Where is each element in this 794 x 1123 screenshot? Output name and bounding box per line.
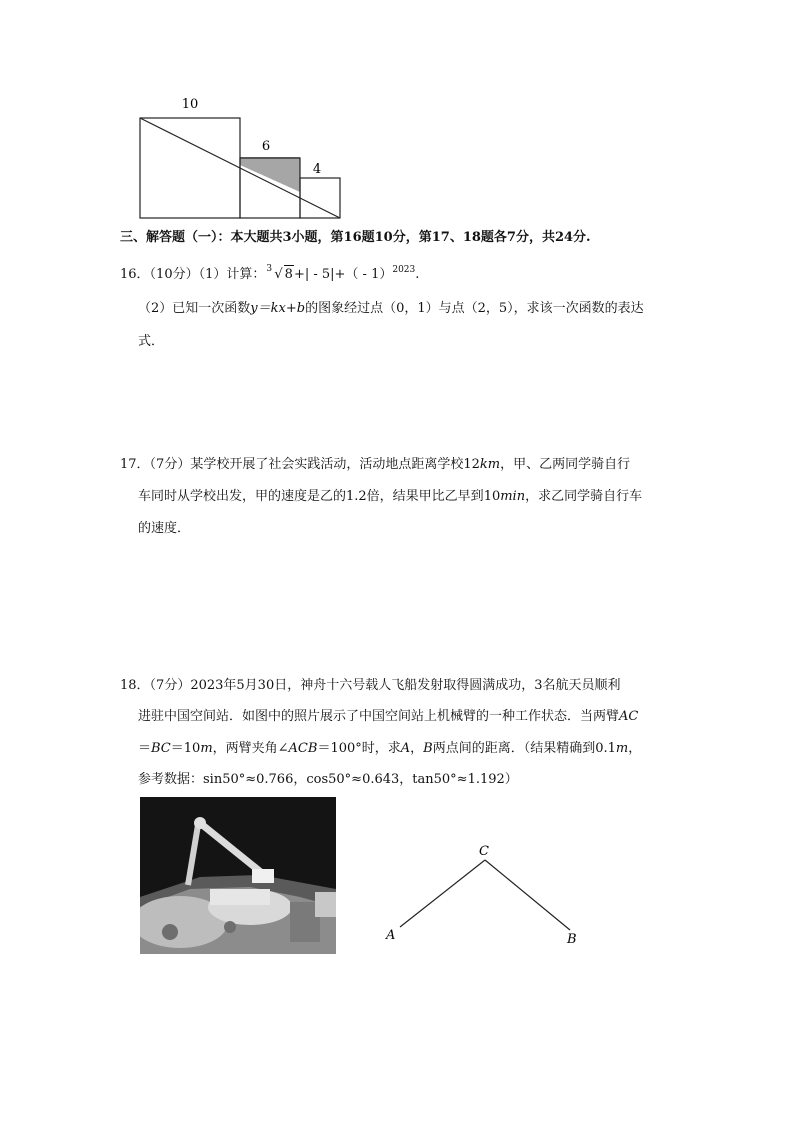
q18-unit-m2: m — [615, 741, 629, 756]
q17-line1 — [120, 456, 630, 474]
linear-equation: y＝kx+b — [250, 301, 306, 316]
q17-distance: 12 — [463, 457, 480, 472]
q18-point-b: B — [423, 741, 433, 756]
q16-part1 — [120, 265, 419, 284]
q18-l3-i: ， — [410, 741, 424, 756]
shaded-region — [240, 157, 300, 192]
q17-l1-a: 17．（7分）某学校开展了社会实践活动，活动地点距离学校 — [120, 457, 464, 472]
q17-line2 — [138, 488, 642, 506]
exponent: 2023 — [392, 265, 416, 275]
q18-bc: BC — [151, 741, 171, 756]
photo-illustration — [140, 797, 336, 954]
arm-diagram — [380, 835, 600, 955]
q18-point-a: A — [400, 741, 411, 756]
q18-line4: 参考数据：sin50°≈0.766，cos50°≈0.643，tan50°≈1.192） — [138, 772, 518, 787]
q16-number: 16．（10分）（1）计算： — [120, 267, 266, 282]
cube-root: 3 √ 8 — [265, 265, 294, 284]
q16-end: . — [415, 267, 420, 282]
q18-line3 — [138, 740, 641, 758]
q16-rest: +| - 5|+（ - 1） — [293, 267, 393, 282]
q17-time: 10 — [483, 489, 501, 504]
q18-l2-a: 进驻中国空间站．如图中的照片展示了中国空间站上机械臂的一种工作状态．当两臂 — [138, 709, 620, 724]
q17-l2-a: 车同时从学校出发，甲的速度是乙的1.2倍，结果甲比乙早到 — [138, 489, 484, 504]
q18-ac: AC — [619, 709, 639, 724]
section-heading: 三、解答题（一）：本大题共3小题，第16题10分，第17、18题各7分，共24分. — [120, 230, 591, 245]
label-a: A — [386, 928, 396, 943]
q17-unit-min: min — [500, 489, 526, 504]
square-4 — [300, 178, 340, 218]
square-10 — [140, 118, 240, 218]
label-b: B — [567, 932, 577, 947]
q18-l3-k: 两点间的距离．（结果精确到0.1 — [432, 741, 616, 756]
q18-l3-a: ＝ — [138, 741, 152, 756]
label-6: 6 — [261, 139, 271, 154]
q18-l3-e: ，两臂夹角∠ — [212, 741, 289, 756]
q18-angle-acb: ACB — [288, 741, 318, 756]
q18-l3-m: ， — [628, 741, 642, 756]
q17-l2-b: ，求乙同学骑自行车 — [525, 489, 643, 504]
arm-cb — [485, 860, 570, 930]
q17-l1-b: ，甲、乙两同学骑自行 — [500, 457, 631, 472]
space-station-photo — [140, 797, 336, 954]
q18-line1: 18．（7分）2023年5月30日，神舟十六号载人飞船发射取得圆满成功，3名航天员顺利 — [120, 678, 621, 693]
q17-unit-km: km — [479, 457, 501, 472]
q16-part2-line1 — [138, 300, 644, 318]
q16-p2-b: 的图象经过点（0，1）与点（2，5），求该一次函数的表达 — [305, 301, 644, 316]
q16-part2-line2: 式． — [138, 334, 165, 349]
q18-l3-g: ＝100°时，求 — [317, 741, 401, 756]
arm-ac — [400, 860, 485, 927]
q16-p2-a: （2）已知一次函数 — [138, 301, 251, 316]
q18-line2 — [138, 708, 638, 726]
squares-figure — [130, 90, 350, 225]
root-index: 3 — [266, 264, 273, 274]
radicand: 8 — [284, 267, 293, 282]
q17-line3: 的速度． — [138, 521, 191, 536]
q18-l3-c: ＝10 — [170, 741, 201, 756]
q18-unit-m: m — [200, 741, 213, 756]
label-10: 10 — [181, 97, 199, 112]
label-4: 4 — [312, 162, 322, 177]
label-c: C — [479, 844, 489, 859]
